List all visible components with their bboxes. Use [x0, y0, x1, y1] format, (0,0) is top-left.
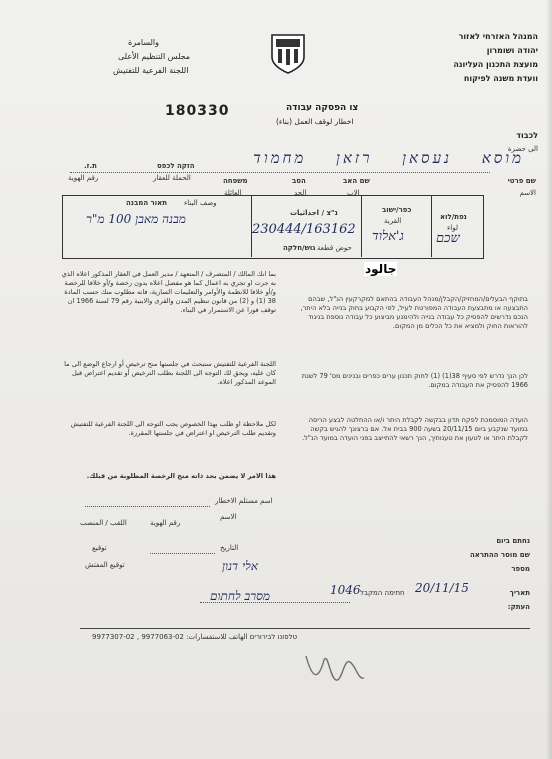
table-header-district-ar: لواء: [447, 224, 458, 232]
table-header-village-ar: القرية: [384, 217, 402, 225]
table-cell-district: שכם: [436, 231, 460, 246]
table-header-building: תאור המבנה: [126, 199, 168, 207]
date-handwritten: 20/11/15: [415, 581, 469, 595]
table-cell-village: ג'אלוד: [372, 229, 404, 244]
document-title-he: צו הפסקה עבודה: [286, 103, 359, 113]
receiver-refused-handwritten: מסרב לחתום: [210, 589, 271, 603]
header-he-line-4: וועדת משנה לפיקוח: [463, 74, 538, 83]
paragraph-ar-1: بما انك المالك / المتصرف / المتعهد / مدير العمل في العقار المذكور اعلاه الذي به جرت او تجري به اعمال كما هو مفصل اعلاه بدون رخصة و/أو خلافا للرخصة و/أو خلافا للانظمة والأوامر والتعليمات السارية، فانه مطلوب منك حسب المادة 38 (1) و (2) من قانون تنظيم المدن والقرى والابنية رقم 79 لسنة 1966 ان توقف فورا عن الاستمرار في البناء.: [61, 270, 276, 314]
label-id: ת.ז.: [84, 162, 97, 170]
paragraph-ar-3: لكل ملاحظة او طلب بهذا الخصوص يجب التوجه الى اللجنة الفرعية للتفتيش وتقديم طلب الترخيص او اعتراض في جلستها المقررة.: [70, 420, 276, 437]
label-recipient-name: اسم مستلم الاخطار: [215, 497, 273, 505]
label-date: التاريخ: [220, 544, 239, 552]
label-sign: توقيع: [92, 544, 107, 552]
label-inspector-sign: توقيع المفتش: [85, 561, 125, 569]
handwritten-mark-icon: [300, 648, 370, 688]
label-title: اللقب / المنصب: [80, 519, 127, 527]
table-header-district: נפת/לוא: [440, 213, 467, 221]
recipient-heading-ar: الى حضرة: [507, 145, 538, 153]
label-id-number: رقم الهوية: [150, 519, 181, 527]
table-header-village: כפר/ישוב: [382, 206, 412, 214]
document-number: 180330: [165, 103, 230, 119]
name-underline: [70, 172, 490, 173]
he-label-copy: העתק:: [507, 603, 530, 611]
line-receiver: [200, 602, 350, 603]
header-he-line-3: מועצת התכנון העליונה: [453, 60, 538, 69]
line-recipient-name: [85, 506, 210, 507]
header-ar-line-2: مجلس التنظيم الأعلى: [118, 52, 191, 61]
table-header-building-ar: وصف البناء: [184, 199, 217, 207]
label-family-ar: العائلة: [224, 189, 242, 197]
line-date: [150, 553, 215, 554]
label-grandfather-ar: الجد: [294, 189, 307, 197]
table-divider-2: [361, 195, 362, 257]
header-he-line-1: המנהל האזרחי לאזור: [458, 32, 538, 41]
table-header-coords: נ"צ / احداثيات: [290, 209, 338, 217]
header-he-line-2: יהודה ושומרון: [486, 46, 538, 55]
footer-rule: [80, 628, 530, 629]
header-ar-line-3: اللجنة الفرعية للتفتيش: [113, 66, 189, 75]
he-label-date: תאריך: [509, 589, 530, 597]
label-family: משפחה: [223, 177, 248, 185]
header-ar-line-1: والسامرة: [128, 38, 159, 47]
inspector-name-handwritten: אלי דנון: [222, 559, 258, 573]
label-grandfather: הסב: [292, 177, 306, 185]
paragraph-he-1: בתוקף הבעלים/המחזיק/הקבלן/מנהל העבודה בהתאם למקרקעין הנ"ל, שבהם התבצעה או מתבצעת העבודה המפורטת לעיל, לפי הקבוע בחוק בנייה בלא היתר, הנכם נדרשים להפסיק כל עבודה בנייה ולהימנע מביצוע כל עבודה נוספת בניגוד להוראות החוק ולמציא את כל הכלים מן המקום.: [300, 295, 528, 330]
recipient-heading: לכבוד: [516, 131, 538, 140]
label-holder: הזקה לכפס: [157, 162, 195, 170]
coat-of-arms-icon: [270, 33, 306, 75]
he-label-signed-on: נחתם ביום: [496, 537, 530, 545]
he-label-number: מספר: [511, 565, 530, 573]
paragraph-he-3: הועדה המוסמכת לפקח תדון בבקשה לקבלת היתר ו/או ההחלטה לבצע הריסה במועד שנקבע ביום 20/11/15 בשעה 900 בבית אל. אם ברצונך להגיש בקשה לקבלת היתר או לטעון את טענותיך, הנך רשאי להתייצב בפני הועדה במועד הנ"ל.: [302, 416, 528, 442]
table-cell-building: מבנה מאבן 100 מ"ר: [86, 212, 186, 226]
label-first-name: שם פרטי: [507, 177, 536, 185]
label-father-ar: الاب: [347, 189, 360, 197]
footer-phone-line: טלפונו לבירורים الهاتف للاستفسارات: 02-9977063 , 02-9977307: [92, 633, 298, 641]
document-title-ar: اخطار لوقف العمل (بناء): [276, 117, 354, 126]
table-divider-1: [431, 195, 432, 257]
number-handwritten: 1046: [330, 583, 361, 597]
label-father: שם האב: [343, 177, 370, 185]
table-header-parcel-ar: حوض قطعة: [317, 244, 352, 252]
label-holder-ar: الحملة للعقار: [153, 174, 191, 182]
label-name: الاسم: [220, 513, 237, 521]
he-label-giver-name: שם מוסר ההתראה: [469, 551, 530, 559]
table-cell-parcel: 230444/163162: [252, 222, 356, 237]
village-label-overlay: جالود: [365, 262, 397, 276]
label-first-name-ar: الاسم: [519, 189, 536, 197]
he-label-receiver-sign: חתימה המקבל: [360, 589, 405, 597]
paragraph-he-2: לכן הנך נדרש לפי סעיף 38(1) (1) לחוק תכנון ערים כפרים ובנינים מס' 79 לשנת 1966 להפסיק את העבודה במקום.: [301, 372, 528, 389]
page-edge-shadow: [546, 0, 552, 759]
recipient-name-handwritten: מוסא נעסאן רזאן מחמוד: [253, 149, 524, 167]
paragraph-ar-2: اللجنة الفرعية للتفتيش ستبحث في جلستها منح ترخيص أو ارجاع الوضع الى ما كان عليه، ويحق لك التوجه الى اللجنة بطلب الترخيص أو تقديم اعتراض قبل الموعد المذكور اعلاه.: [64, 360, 276, 386]
paragraph-ar-note: هذا الامر لا يضمن بحد ذاته منح الرخصة المطلوبة من قبلك.: [86, 472, 276, 480]
label-id-ar: رقم الهوية: [68, 174, 99, 182]
table-header-parcel: גוש/חלקה: [283, 244, 316, 252]
